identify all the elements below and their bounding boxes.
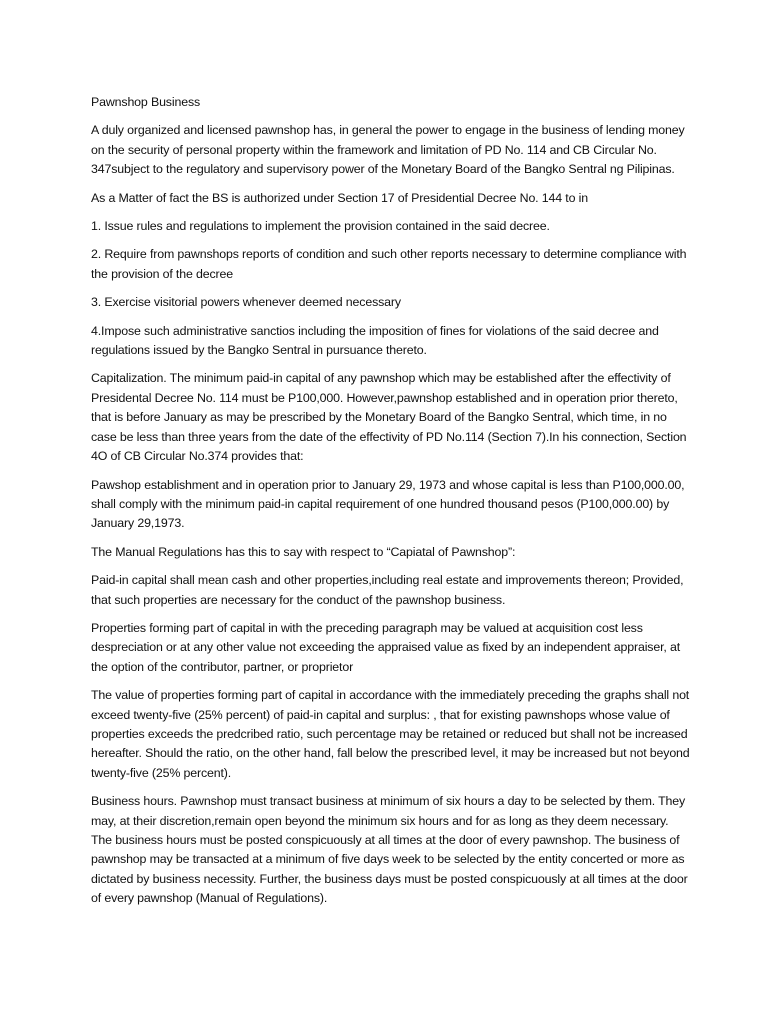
paragraph: [91, 792, 691, 908]
paragraph-text: Paid-in capital shall mean cash and other properties,including real estate and improvements thereon; Provided, that such properties are necessary for the conduct of the pawnshop business.: [91, 573, 684, 607]
paragraph-text: The Manual Regulations has this to say with respect to “Capiatal of Pawnshop”:: [91, 544, 516, 559]
paragraph: [91, 121, 691, 179]
document-body: [91, 93, 691, 918]
paragraph-text: 2. Require from pawnshops reports of condition and such other reports necessary to determine compliance with the provision of the decree: [91, 247, 687, 281]
paragraph-text: The value of properties forming part of capital in accordance with the immediately preceding the graphs shall not exceed twenty-five (25% percent) of paid-in capital and surplus: , that for existing pawnshops whose value of properties exceeds the predcribed ratio, such percentage may be retained or reduced but shall not be increased hereafter. Should the ratio, on the other hand, fall below the prescribed level, it may be increased but not beyond twenty-five (25% percent).: [91, 688, 690, 780]
list-item: [91, 217, 691, 236]
paragraph-text: Business hours. Pawnshop must transact business at minimum of six hours a day to be selected by them. They may, at their discretion,remain open beyond the minimum six hours and for as long as they deem necessary. The business hours must be posted conspicuously at all times at the door of every pawnshop. The business of pawnshop may be transacted at a minimum of five days week to be selected by the entity concerted or more as dictated by business necessity. Further, the business days must be posted conspicuously at all times at the door of every pawnshop (Manual of Regulations).: [91, 794, 688, 906]
paragraph-text: 1. Issue rules and regulations to implement the provision contained in the said decree.: [91, 219, 550, 234]
paragraph-text: The minimum paid-in capital of any pawnshop which may be established after the effectivity of Presidental Decree No. 114 must be P100,000. However,pawnshop established and in operation prior thereto, that is before January as may be prescribed by the Monetary Board of the Bangko Sentral, which time, in no case be less than three years from the date of the effectivity of PD No.114 (Section 7).In his connection, Section 4O of CB Circular No.374 provides that:: [91, 371, 687, 464]
paragraph-text: 3. Exercise visitorial powers whenever deemed necessary: [91, 295, 401, 310]
paragraph-text: As a Matter of fact the BS is authorized under Section 17 of Presidential Decree No. 144 to in: [91, 190, 588, 205]
paragraph-text: A duly organized and licensed pawnshop has, in general the power to engage in the business of lending money on the security of personal property within the framework and limitation of PD No. 114 and CB Circular No. 347subject to the regulatory and supervisory power of the Monetary Board of the Bangko Sentral ng Pilipinas.: [91, 123, 685, 177]
paragraph: [91, 369, 691, 466]
paragraph: [91, 619, 691, 677]
list-item: [91, 293, 691, 312]
paragraph-text: 4.Impose such administrative sanctios including the imposition of fines for violations of the said decree and regulations issued by the Bangko Sentral in pursuance thereto.: [91, 323, 659, 358]
paragraph: [91, 476, 691, 534]
paragraph-text: Pawshop establishment and in operation prior to January 29, 1973 and whose capital is less than P100,000.00, shall comply with the minimum paid-in capital requirement of one hundred thousand pesos (P100,000.00) by January 29,1973.: [91, 477, 685, 531]
paragraph: [91, 189, 691, 208]
list-item: [91, 322, 691, 361]
list-item: [91, 245, 691, 284]
paragraph: [91, 686, 691, 783]
paragraph-text: Properties forming part of capital in with the preceding paragraph may be valued at acquisition cost less despreciation or at any other value not exceeding the appraised value as fixed by an independent appraiser, at the option of the contributor, partner, or proprietor: [91, 620, 680, 674]
paragraph: [91, 571, 691, 610]
paragraph-lead: Capitalization.: [91, 371, 167, 386]
document-title: Pawnshop Business: [91, 95, 201, 109]
paragraph: [91, 543, 691, 562]
